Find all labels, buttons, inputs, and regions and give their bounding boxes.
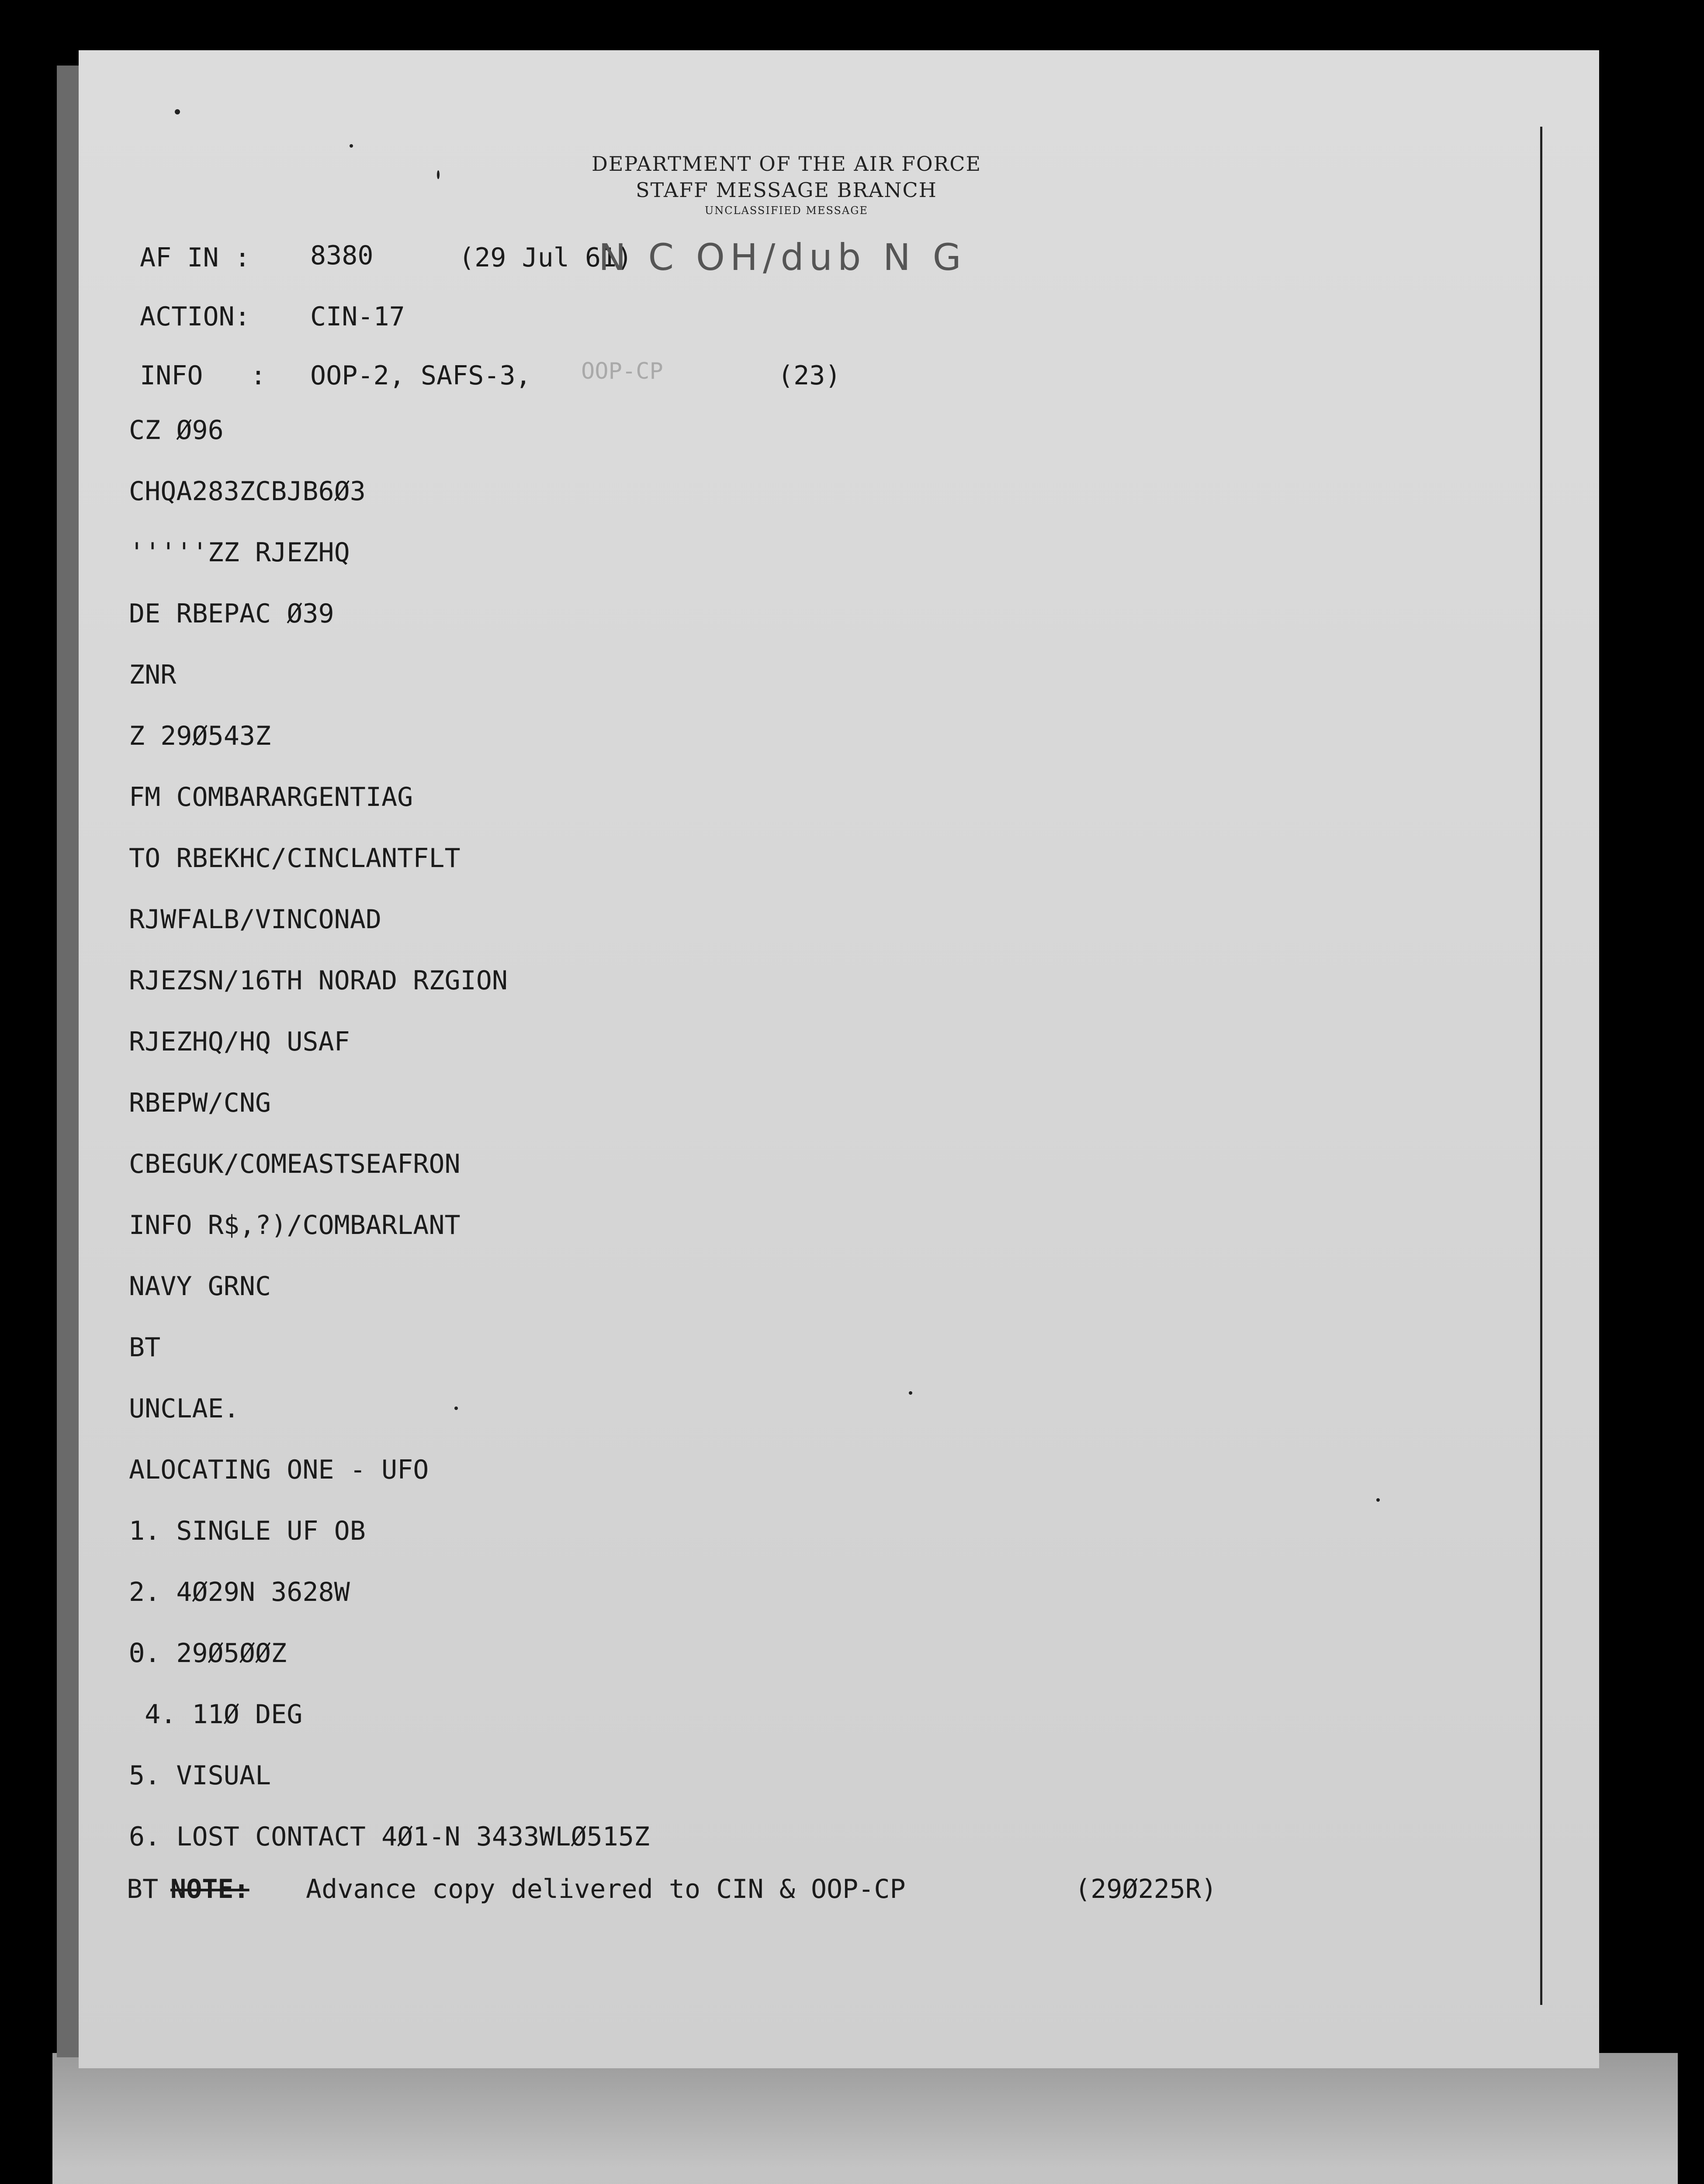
routing-stamp: N C OH/dub N G bbox=[599, 236, 966, 279]
info-count: (23) bbox=[778, 360, 841, 391]
message-line: RBEPW/CNG bbox=[129, 1088, 271, 1118]
letterhead-branch: STAFF MESSAGE BRANCH bbox=[636, 178, 937, 202]
right-margin-rule bbox=[1540, 127, 1542, 2005]
af-in-number: 8380 bbox=[310, 240, 374, 271]
footer-bt: BT bbox=[127, 1874, 159, 1904]
message-line: Θ. 29Ø5ØØZ bbox=[129, 1638, 287, 1669]
message-line: TO RBEKHC/CINCLANTFLT bbox=[129, 843, 461, 874]
message-line: '''''ZZ RJEZHQ bbox=[129, 537, 350, 568]
message-date: (29 Jul 61) bbox=[459, 242, 633, 273]
action-value: CIN-17 bbox=[310, 301, 405, 332]
scan-speck bbox=[175, 109, 180, 114]
message-line: FM COMBARARGENTIAG bbox=[129, 782, 413, 812]
scan-speck bbox=[437, 170, 440, 179]
scan-speck bbox=[350, 144, 353, 148]
letterhead-department: DEPARTMENT OF THE AIR FORCE bbox=[591, 152, 982, 176]
message-line: DE RBEPAC Ø39 bbox=[129, 598, 334, 629]
message-line: INFO R$,?)/COMBARLANT bbox=[129, 1210, 461, 1241]
message-line: BT bbox=[129, 1332, 161, 1363]
message-line: UNCLAE. bbox=[129, 1393, 239, 1424]
message-line: CZ Ø96 bbox=[129, 415, 224, 446]
scan-speck bbox=[1376, 1498, 1380, 1502]
scan-speck bbox=[909, 1391, 912, 1395]
message-line: RJEZSN/16TH NORAD RZGION bbox=[129, 965, 508, 996]
note-reference: (29Ø225R) bbox=[1075, 1874, 1217, 1904]
message-line: Z 29Ø543Z bbox=[129, 721, 271, 751]
message-line: 6. LOST CONTACT 4Ø1-N 3433WLØ515Z bbox=[129, 1821, 650, 1852]
message-page bbox=[79, 50, 1599, 2068]
message-line: CBEGUK/COMEASTSEAFRON bbox=[129, 1149, 461, 1179]
message-line: ALOCATING ONE - UFO bbox=[129, 1455, 429, 1485]
message-line: 2. 4Ø29N 3628W bbox=[129, 1577, 350, 1607]
message-line: 4. 11Ø DEG bbox=[129, 1699, 303, 1730]
info-value: OOP-2, SAFS-3, bbox=[310, 360, 531, 391]
info-faint-stamp: OOP-CP bbox=[581, 358, 663, 384]
underlying-page bbox=[52, 2053, 1678, 2184]
message-line: CHQA283ZCBJB6Ø3 bbox=[129, 476, 366, 507]
letterhead bbox=[502, 151, 1070, 218]
message-line: NAVY GRNC bbox=[129, 1271, 271, 1302]
note-text: Advance copy delivered to CIN & OOP-CP bbox=[306, 1874, 906, 1904]
message-line: ZNR bbox=[129, 660, 177, 690]
scan-speck bbox=[454, 1406, 458, 1410]
message-line: 5. VISUAL bbox=[129, 1760, 271, 1791]
message-line: RJWFALB/VINCONAD bbox=[129, 904, 381, 935]
info-label: INFO : bbox=[140, 360, 266, 391]
letterhead-classification: UNCLASSIFIED MESSAGE bbox=[705, 204, 868, 217]
action-label: ACTION: bbox=[140, 301, 250, 332]
af-in-label: AF IN : bbox=[140, 242, 250, 273]
message-line: RJEZHQ/HQ USAF bbox=[129, 1026, 350, 1057]
message-line: 1. SINGLE UF OB bbox=[129, 1516, 366, 1546]
note-label: NOTE: bbox=[170, 1874, 249, 1904]
